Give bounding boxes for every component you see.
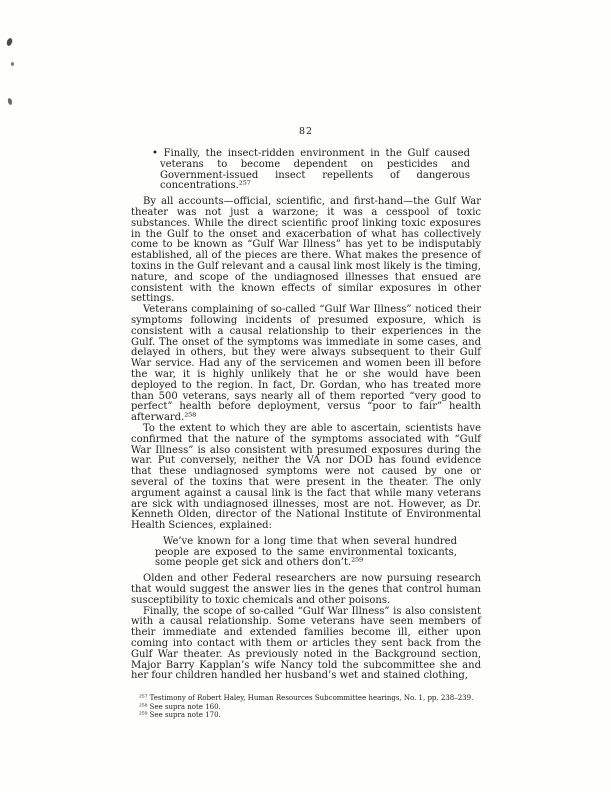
bullet-item: • Finally, the insect-ridden environment in the Gulf caused veterans to become dependent on pesticides and Government-issued insect repellents of dangerous concentrations.²⁵⁷ — [152, 148, 470, 192]
paragraph-5: Finally, the scope of so-called “Gulf War Illness” is also consistent with a causal relationship. Some veterans have seen members of their immediate and extended families become ill, either upon coming into contact with them or articles they sent back from the Gulf War theater. As previously noted in the Background section, Major Barry Kapplan’s wife Nancy told the subcommittee she and her four children handled her husband’s wet and stained clothing, — [131, 605, 481, 682]
page-number: 82 — [298, 126, 314, 137]
paragraph-4: Olden and other Federal researchers are now pursuing research that would suggest the answer lies in the genes that control human susceptibility to toxic chemicals and other poisons. — [131, 573, 481, 606]
scan-artifact — [11, 62, 14, 66]
footnotes-section — [131, 694, 481, 720]
scan-artifact — [6, 37, 13, 46]
footnote-258: ²⁵⁸ See supra note 160. — [139, 702, 221, 711]
paragraph-2: Veterans complaining of so-called “Gulf War Illness” noticed their symptoms following incidents of presumed exposure, which is consistent with a causal relationship to their experiences in the Gulf. The onset of the symptoms was immediate in some cases, and delayed in others, but they were always subsequent to their Gulf War service. Had any of the servicemen and women been ill before the war, it is highly unlikely that he or she would have been deployed to the region. In fact, Dr. Gordan, who has treated more than 500 veterans, says nearly all of them reported “very good to perfect” health before deployment, versus “poor to fair” health afterward.²⁵⁸ — [131, 304, 481, 424]
footnote-259: ²⁵⁹ See supra note 170. — [139, 711, 221, 720]
scan-artifact — [7, 98, 13, 106]
paragraph-1: By all accounts—official, scientific, and first-hand—the Gulf War theater was not just a warzone; it was a cesspool of toxic substances. While the direct scientific proof linking toxic exposures in the Gulf to the onset and exacerbation of what has collectively come to be known as “Gulf War Illness” has yet to be indisputably established, all of the pieces are there. What makes the presence of toxins in the Gulf relevant and a causal link most likely is the timing, nature, and scope of the undiagnosed illnesses that ensued are consistent with the known effects of similar exposures in other settings. — [131, 196, 481, 305]
footnote-257: ²⁵⁷ Testimony of Robert Haley, Human Resources Subcommittee hearings, No. 1, pp. 238–239. — [139, 694, 474, 703]
paragraph-3: To the extent to which they are able to ascertain, scientists have confirmed that the nature of the symptoms associated with “Gulf War Illness” is also consistent with presumed exposures during the war. Put conversely, neither the VA nor DOD has found evidence that these undiagnosed symptoms were not caused by one or several of the toxins that were present in the theater. The only argument against a causal link is the fact that while many veterans are sick with undiagnosed illnesses, most are not. However, as Dr. Kenneth Olden, director of the National Institute of Environmental Health Sciences, explained: — [131, 422, 481, 532]
block-quote: We’ve known for a long time that when several hundred people are exposed to the same environmental toxicants, some people get sick and others don’t.²⁵⁹ — [155, 535, 457, 569]
page-content — [131, 126, 481, 720]
